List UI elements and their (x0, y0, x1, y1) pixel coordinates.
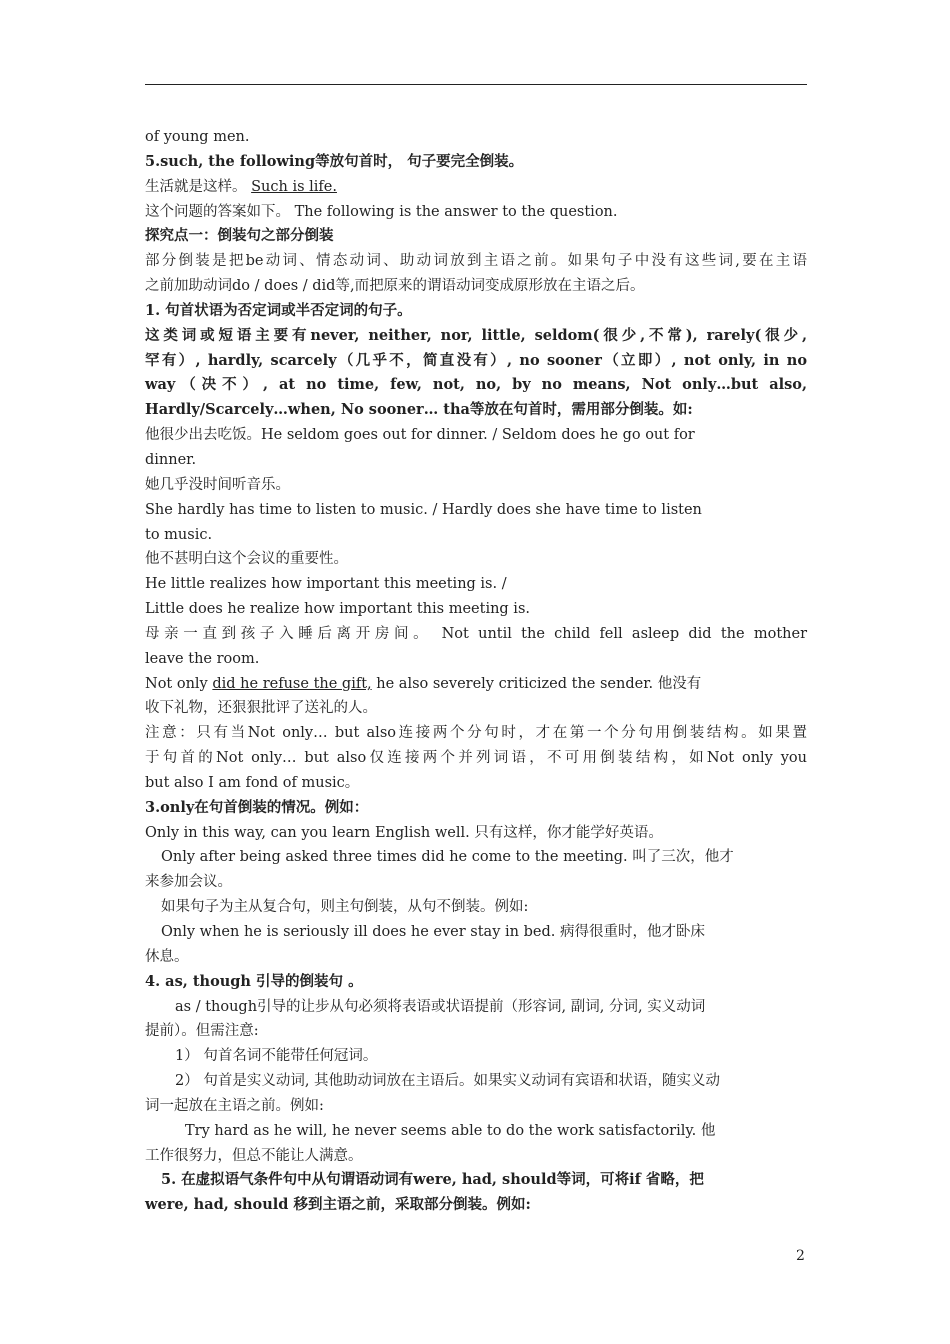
text-line: 部分倒装是把be动词、情态动词、助动词放到主语之前。如果句子中没有这些词,要在主语 (145, 253, 807, 270)
example-line: 来参加会议。 (145, 874, 232, 891)
bold-text-line: were, had, should 移到主语之前，采取部分倒装。例如: (145, 1196, 531, 1214)
section-heading: 4. as, though 引导的倒装句 。 (145, 972, 363, 990)
text-line: 提前）。但需注意: (145, 1023, 259, 1040)
example-line: Try hard as he will, he never seems able to do the work satisfactorily. 他 (185, 1122, 716, 1139)
example-line: He little realizes how important this meeting is. / (145, 576, 507, 593)
header-rule (145, 84, 807, 85)
section-heading: 探究点一：倒装句之部分倒装 (145, 227, 334, 245)
example-line: to music. (145, 526, 213, 543)
note-line: but also I am fond of music。 (145, 774, 360, 791)
example-line: Only after being asked three times did he come to the meeting. 叫了三次，他才 (161, 849, 734, 866)
note-line: 于句首的Not only… but also仅连接两个并列词语，不可用倒装结构，如Not only you (145, 750, 807, 767)
list-item: 2） 句首是实义动词, 其他助动词放在主语后。如果实义动词有宾语和状语，随实义动 (175, 1073, 721, 1090)
text-line: 词一起放在主语之前。例如: (145, 1097, 324, 1114)
note-line: 注意：只有当Not only… but also连接两个分句时，才在第一个分句用倒装结构。如果置 (145, 725, 807, 742)
example-line: 生活就是这样。 Such is life. (145, 178, 337, 195)
example-line: 他很少出去吃饭。He seldom goes out for dinner. / Seldom does he go out for (145, 427, 695, 444)
section-heading: 1. 句首状语为否定词或半否定词的句子。 (145, 301, 412, 319)
example-line: Not only did he refuse the gift, he also severely criticized the sender. 他没有 (145, 675, 702, 692)
text-line: as / though引导的让步从句必须将表语或状语提前（形容词, 副词, 分词, 实义动词 (175, 998, 706, 1015)
document-body (145, 125, 807, 1218)
example-line: 收下礼物，还狠狠批评了送礼的人。 (145, 700, 377, 717)
underlined-example: Such is life. (251, 178, 337, 195)
text-line: of young men. (145, 129, 250, 145)
example-line: dinner. (145, 451, 197, 468)
section-heading: 5. 在虚拟语气条件句中从句谓语动词有were, had, should等词，可将if 省略，把 (161, 1171, 704, 1189)
example-line: Only in this way, can you learn English well. 只有这样，你才能学好英语。 (145, 824, 663, 841)
example-line: Only when he is seriously ill does he ever stay in bed. 病得很重时，他才卧床 (161, 924, 705, 940)
example-line: 这个问题的答案如下。 The following is the answer to the question. (145, 203, 618, 220)
example-line: 她几乎没时间听音乐。 (145, 476, 290, 493)
section-heading: 5.such, the following等放句首时， 句子要完全倒装。 (145, 152, 524, 170)
page-number: 2 (796, 1248, 805, 1264)
list-item: 1） 句首名词不能带任何冠词。 (175, 1048, 378, 1065)
text-line: 之前加助动词do / does / did等,而把原来的谓语动词变成原形放在主语之后。 (145, 278, 645, 295)
bold-text-line: 这类词或短语主要有never, neither, nor, little, seldom(很少,不常), rarely(很少, (145, 326, 807, 344)
section-heading: 3.only在句首倒装的情况。例如： (145, 798, 369, 816)
example-line: She hardly has time to listen to music. / Hardly does she have time to listen (145, 501, 702, 518)
example-line: leave the room. (145, 650, 260, 667)
text-line: 如果句子为主从复合句，则主句倒装，从句不倒装。例如: (161, 899, 529, 916)
example-line: Little does he realize how important this meeting is. (145, 601, 530, 618)
example-line: 他不甚明白这个会议的重要性。 (145, 551, 348, 568)
example-line: 工作很努力，但总不能让人满意。 (145, 1147, 363, 1164)
example-line: 休息。 (145, 948, 189, 965)
bold-text-line: way（决不）, at no time, few, not, no, by no means, Not only…but also, (145, 376, 807, 394)
bold-text-line: Hardly/Scarcely…when, No sooner… tha等放在句首时，需用部分倒装。如: (145, 401, 693, 419)
underlined-example: did he refuse the gift, (212, 675, 372, 692)
example-line: 母亲一直到孩子入睡后离开房间。 Not until the child fell asleep did the mother (145, 625, 807, 642)
bold-text-line: 罕有）, hardly, scarcely（几乎不，简直没有）, no sooner（立即）, not only, in no (145, 351, 807, 369)
